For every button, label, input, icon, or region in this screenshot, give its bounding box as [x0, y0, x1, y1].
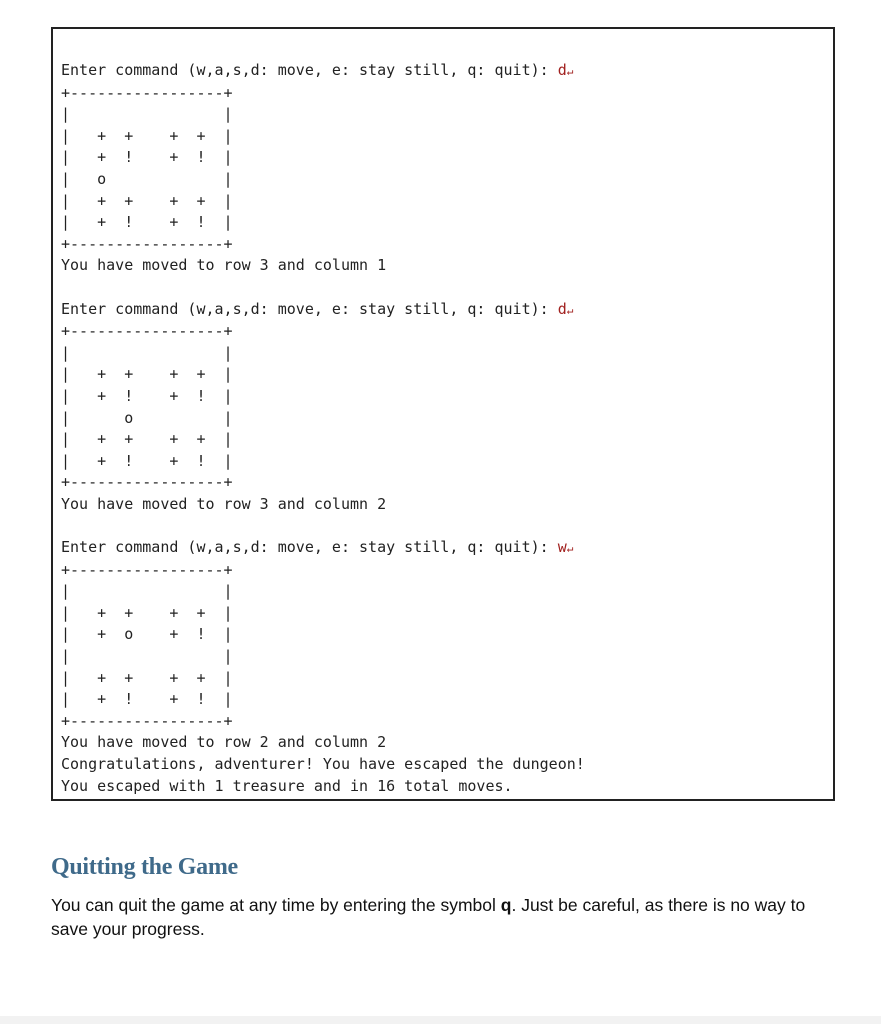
enter-icon: ↵ — [566, 65, 574, 78]
paragraph-text-end: . Just be careful, as there is no way to save your progress. — [51, 895, 806, 939]
status-message: You have moved to row 2 and column 2 — [61, 733, 387, 752]
map-line: | + + + + | — [61, 668, 233, 687]
map-line: +-----------------+ — [61, 711, 233, 730]
page-footer-band — [0, 1016, 881, 1024]
blank-line — [61, 515, 825, 537]
map-line: +-----------------+ — [61, 83, 233, 102]
map-line: | | — [61, 582, 233, 601]
map-line: | + + + + | — [61, 603, 233, 622]
paragraph-text: You can quit the game at any time by entering the symbol — [51, 895, 501, 915]
congratulations-message: Congratulations, adventurer! You have escaped the dungeon! — [61, 755, 585, 773]
user-input: d — [557, 61, 567, 79]
section-paragraph — [51, 893, 841, 941]
map-line: | + + + + | — [61, 191, 233, 210]
quitting-section — [51, 854, 841, 941]
enter-icon: ↵ — [566, 303, 574, 317]
status-message: You have moved to row 3 and column 2 — [61, 494, 387, 513]
command-prompt: Enter command (w,a,s,d: move, e: stay still, q: quit): d↵ — [61, 61, 574, 79]
map-line: +-----------------+ — [61, 234, 233, 253]
map-line: | o | — [61, 169, 233, 188]
block-2 — [61, 299, 825, 538]
block-1 — [61, 60, 825, 299]
user-input: d — [557, 299, 567, 318]
quit-key-symbol: q — [500, 895, 512, 915]
command-prompt: Enter command (w,a,s,d: move, e: stay still, q: quit): w↵ — [61, 538, 574, 557]
map-line: | + ! + ! | — [61, 451, 233, 470]
map-line: | + ! + ! | — [61, 690, 233, 709]
map-line: | + + + + | — [61, 365, 233, 384]
summary-message: You escaped with 1 treasure and in 16 total moves. — [61, 776, 513, 795]
map-line: | + o + ! | — [61, 625, 233, 644]
map-line: | + + + + | — [61, 430, 233, 449]
blank-line — [61, 277, 825, 299]
map-line: | + ! + ! | — [61, 213, 233, 232]
map-line: | o | — [61, 408, 233, 427]
status-message: You have moved to row 3 and column 1 — [61, 256, 387, 275]
map-line: | + ! + ! | — [61, 386, 233, 405]
command-prompt: Enter command (w,a,s,d: move, e: stay still, q: quit): d↵ — [61, 299, 574, 318]
terminal-output — [51, 27, 835, 801]
terminal-text — [61, 60, 825, 797]
map-line: +-----------------+ — [61, 560, 233, 579]
section-heading: Quitting the Game — [51, 854, 238, 880]
enter-icon: ↵ — [566, 542, 574, 556]
map-line: +-----------------+ — [61, 473, 233, 492]
map-line: +-----------------+ — [61, 322, 233, 341]
map-line: | | — [61, 647, 233, 666]
map-line: | | — [61, 343, 233, 362]
block-3 — [61, 537, 825, 797]
map-line: | | — [61, 105, 233, 124]
user-input: w — [557, 538, 567, 557]
map-line: | + + + + | — [61, 126, 233, 145]
map-line: | + ! + ! | — [61, 148, 233, 167]
